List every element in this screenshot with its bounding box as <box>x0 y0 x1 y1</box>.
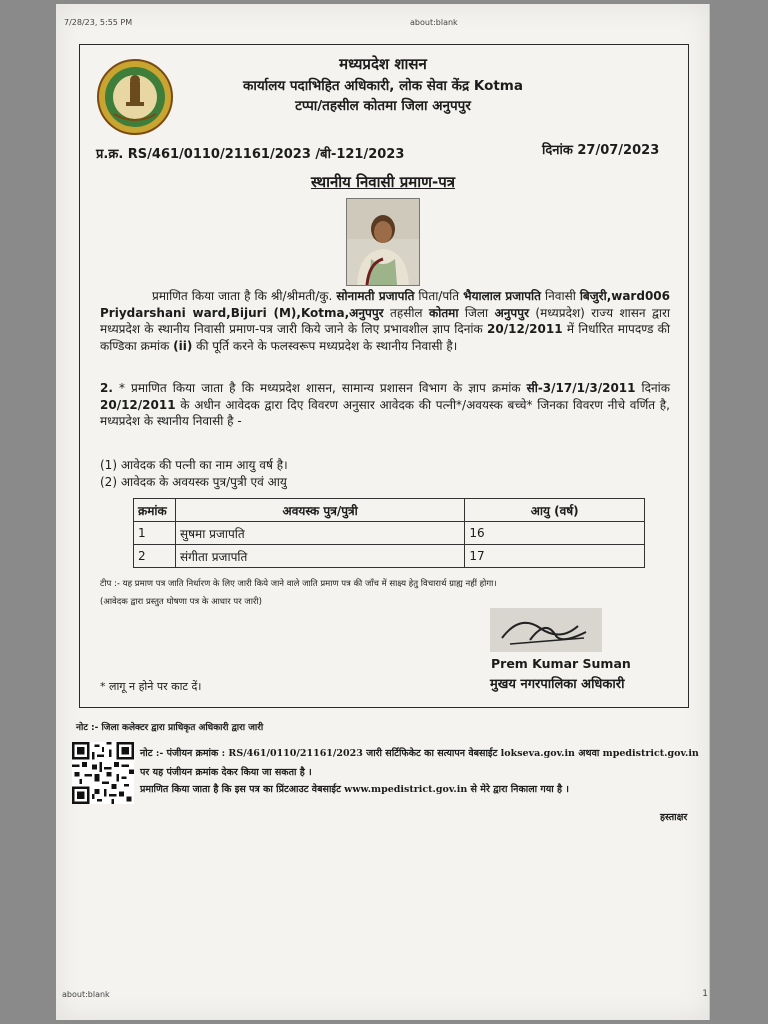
minor-children-table <box>133 498 645 568</box>
list-item-children: (2) आवेदक के अवयस्क पुत्र/पुत्री एवं आयु <box>100 475 287 489</box>
tip-note: टीप :- यह प्रमाण पत्र जाति निर्धारण के लिए जारी किये जाने वाले जाति प्रमाण पत्र की जाँच में साक्ष्य हेतु विचारार्थ ग्राह्य नहीं होगा। <box>100 579 497 589</box>
issue-date <box>542 140 659 158</box>
header-tehsil: टप्पा/तहसील कोतमा जिला अनुपपुर <box>295 98 471 114</box>
certification-paragraph-2: 2. * प्रमाणित किया जाता है कि मध्यप्रदेश शासन, सामान्य प्रशासन विभाग के ज्ञाप क्रमांक सी-3/17/1/3/2011 दिनांक 20/12/2011 के अधीन आवेदक द्वारा दिए विवरण अनुसार आवेदक की पत्नी*/अवयस्क बच्चे* जिनका विवरण नीचे वर्णित है, मध्यप्रदेश के स्थानीय निवासी है - <box>100 381 670 428</box>
col-header-child: अवयस्क पुत्र/पुत्री <box>175 499 464 522</box>
signatory-designation: मुखय नगरपालिका अधिकारी <box>490 677 625 692</box>
signature-image <box>490 608 602 652</box>
printout-certification-note: प्रमाणित किया जाता है कि इस पत्र का प्रिंटआउट वेबसाईट www.mpedistrict.gov.in से मेरे द्वारा निकाला गया है । <box>140 784 569 795</box>
tehsil-name: कोतमा <box>429 305 459 320</box>
table-cell: 2 <box>134 545 176 568</box>
applicant-name: सोनामती प्रजापति <box>336 289 415 303</box>
table-header-row <box>134 499 645 522</box>
signatory-name: Prem Kumar Suman <box>491 656 631 671</box>
authorized-officer-note: नोट :- जिला कलेक्टर द्वारा प्राधिकृत अधिकारी द्वारा जारी <box>76 723 264 733</box>
table-row <box>134 522 645 545</box>
table-cell: 17 <box>465 545 645 568</box>
print-footer: about:blank <box>62 990 110 999</box>
reference-number: प्र.क्र. RS/461/0110/21161/2023 /बी-121/2023 <box>96 147 405 162</box>
print-header <box>64 18 702 32</box>
col-header-age: आयु (वर्ष) <box>465 499 645 522</box>
certification-paragraph-1: प्रमाणित किया जाता है कि श्री/श्रीमती/कु. सोनामती प्रजापति पिता/पति भैयालाल प्रजापति निवासी बिजुरी,ward006 Priydarshani ward,Bijuri (M),Kotma,अनुपपुर तहसील कोतमा जिला अनुपपुर (मध्यप्रदेश) राज्य शासन द्वारा मध्यप्रदेश के स्थानीय निवासी प्रमाण-पत्र जारी किये जाने के लिए प्रभावशील ज्ञाप दिनांक 20/12/2011 में निर्धारित मापदण्ड की कण्डिका क्रमांक (ii) की पूर्ति करने के फलस्वरूप मध्यप्रदेश के स्थानीय निवासी है। <box>100 289 671 353</box>
header-govt: मध्यप्रदेश शासन <box>339 55 427 73</box>
father-name: भैयालाल प्रजापति <box>463 289 542 303</box>
table-cell: 1 <box>134 522 176 545</box>
col-header-sno: क्रमांक <box>134 499 176 522</box>
strike-if-not-applicable-note: * लागू न होने पर काट दें। <box>100 680 202 693</box>
district-name: अनुपपुर <box>494 305 529 320</box>
table-cell: 16 <box>465 522 645 545</box>
table-row <box>134 545 645 568</box>
tip-note-basis: (आवेदक द्वारा प्रस्तुत घोषणा पत्र के आधार पर जारी) <box>100 597 262 607</box>
table-cell: संगीता प्रजापति <box>175 545 464 568</box>
applicant-photo <box>346 198 420 286</box>
header-office: कार्यालय पदाभिहित अधिकारी, लोक सेवा केंद्र Kotma <box>243 78 523 94</box>
qr-code <box>72 742 134 804</box>
memo-number: सी-3/17/1/3/2011 <box>526 381 636 395</box>
applicant-address: बिजुरी,ward006 Priydarshani ward,Bijuri (M),Kotma,अनुपपुर <box>100 289 670 320</box>
certificate-title: स्थानीय निवासी प्रमाण-पत्र <box>310 173 456 191</box>
registration-verification-note: नोट :- पंजीयन क्रमांक : RS/461/0110/21161/2023 जारी सर्टिफिकेट का सत्यापन वेबसाईट lokseva.gov.in अथवा mpedistrict.gov.in पर यह पंजीयन क्रमांक देकर किया जा सकता है । <box>140 748 699 778</box>
print-title: about:blank <box>410 18 458 27</box>
document-page <box>56 4 710 1020</box>
issue-date-value: 27/07/2023 <box>577 143 660 158</box>
table-cell: सुषमा प्रजापति <box>175 522 464 545</box>
signature-label: हस्ताक्षर <box>660 812 688 823</box>
print-datetime: 7/28/23, 5:55 PM <box>64 18 133 27</box>
list-item-wife: (1) आवेदक की पत्नी का नाम आयु वर्ष है। <box>100 458 288 472</box>
issue-date-label: दिनांक <box>542 143 573 158</box>
page-number: 1 <box>702 989 708 999</box>
